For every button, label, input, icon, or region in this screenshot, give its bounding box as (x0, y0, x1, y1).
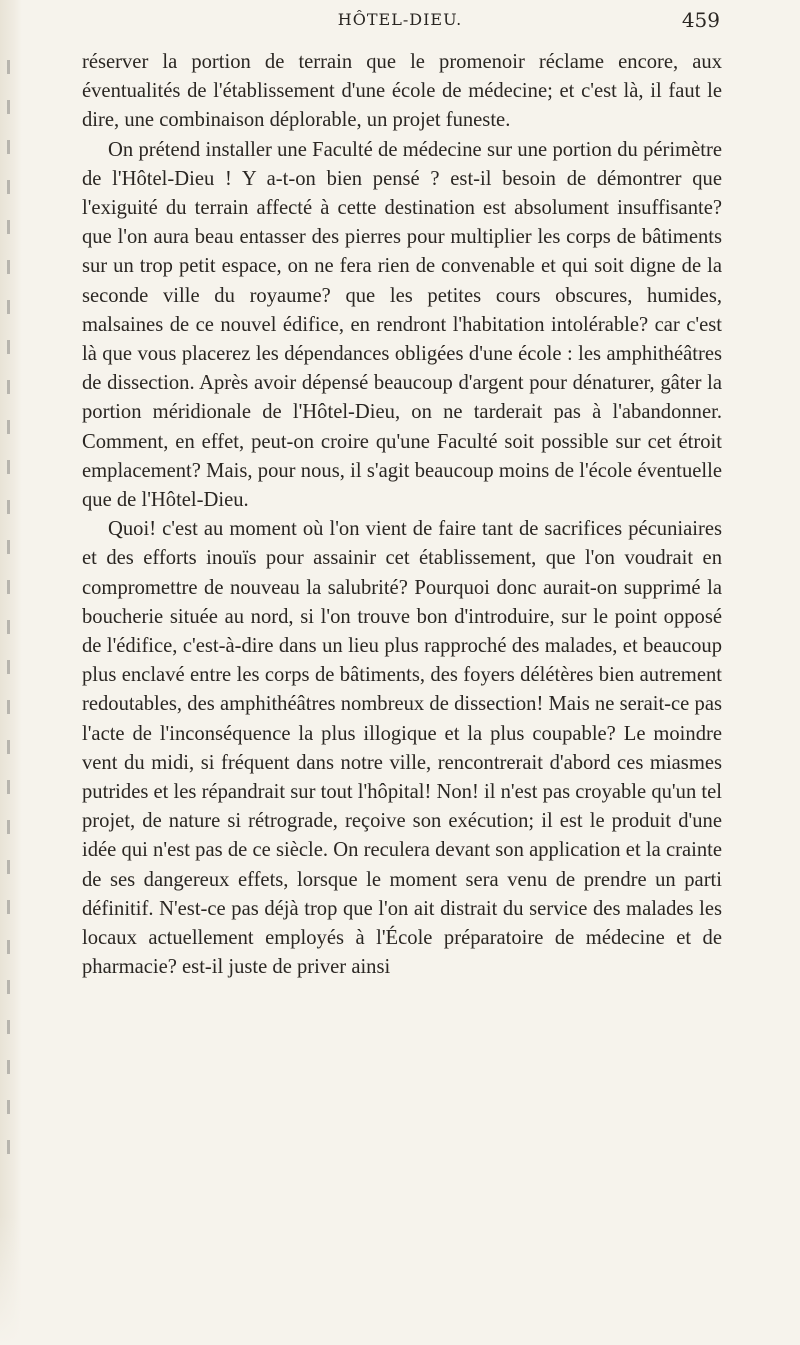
page-bottom-margin (0, 1215, 800, 1345)
body-text (82, 48, 722, 983)
paragraph-salubrite: Quoi! c'est au moment où l'on vient de faire tant de sacrifices pécuniaires et des efforts inouïs pour assainir cet établissement, que l'on voudrait en compromettre de nouveau la salubrité? Pourquoi donc aurait-on supprimé la boucherie située au nord, si l'on trouve bon d'introduire, sur le point opposé de l'édifice, c'est-à-dire dans un lieu plus rapproché des malades, et beaucoup plus enclavé entre les corps de bâtiments, des foyers délétères bien autrement redoutables, des amphithéâtres nombreux de dissection! Mais ne serait-ce pas l'acte de l'inconséquence la plus illogique et la plus coupable? Le moindre vent du midi, si fréquent dans notre ville, rencontrerait d'abord ces miasmes putrides et les répandrait sur tout l'hôpital! Non! il n'est pas croyable qu'un tel projet, de nature si rétrograde, reçoive son exécution; il est le produit d'une idée qui n'est pas de ce siècle. On reculera devant son application et la crainte de ses dangereux effets, lorsque le moment sera venu de prendre un parti définitif. N'est-ce pas déjà trop que l'on ait distrait du service des malades les locaux actuellement employés à l'École préparatoire de médecine et de pharmacie? est-il juste de priver ainsi (82, 518, 722, 979)
page-number: 459 (681, 8, 720, 32)
bleed-through-marks (4, 60, 14, 1180)
paragraph-faculte: On prétend installer une Faculté de médecine sur une portion du périmètre de l'Hôtel-Dieu ! Y a-t-on bien pensé ? est-il besoin de démontrer que l'exiguité du terrain affecté à cette destination est absolument insuffisante? que l'on aura beau entasser des pierres pour multiplier les corps de bâtiments sur un trop petit espace, on ne fera rien de convenable et qui soit digne de la seconde ville du royaume? que les petites cours obscures, humides, malsaines de ce nouvel édifice, en rendront l'habitation intolérable? car c'est là que vous placerez les dépendances obligées d'une école : les amphithéâtres de dissection. Après avoir dépensé beaucoup d'argent pour dénaturer, gâter la portion méridionale de l'Hôtel-Dieu, on ne tarderait pas à l'abandonner. Comment, en effet, peut-on croire qu'une Faculté soit possible sur cet étroit emplacement? Mais, pour nous, il s'agit beaucoup moins de l'école éventuelle que de l'Hôtel-Dieu. (82, 138, 722, 512)
running-title: HÔTEL-DIEU. (337, 10, 463, 29)
page-binding-edge (0, 0, 22, 1345)
page-header (80, 6, 720, 34)
paragraph-continued: réserver la portion de terrain que le promenoir réclame encore, aux éventualités de l'établissement d'une école de médecine; et c'est là, il faut le dire, une combinaison déplorable, un projet funeste. (82, 51, 722, 132)
